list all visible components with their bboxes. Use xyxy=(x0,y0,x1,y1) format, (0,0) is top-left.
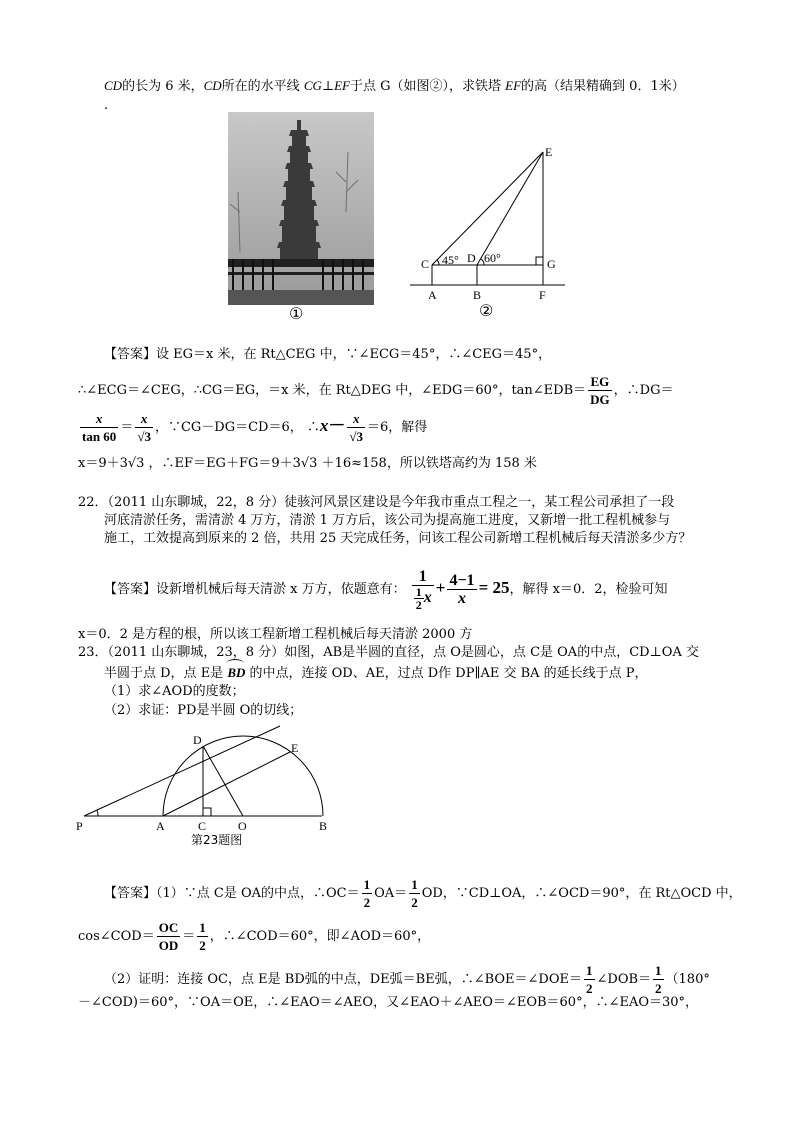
fraction-half-5: $\frac{1}{2}$ xyxy=(655,963,662,996)
fraction-half-3: $\frac{1}{2}$ xyxy=(199,920,206,953)
q22-line-1: 22．（2011 山东聊城，22，8 分）徒骇河风景区建设是今年我市重点工程之一，某工程公司承担了一段 xyxy=(78,495,675,510)
ans23-line-4: －∠COD)＝60°，∵OA＝OE，∴∠EAO＝∠AEO，又∠EAO＋∠AEO＝∠EOB＝60°，∴∠EAO＝30°， xyxy=(78,995,699,1010)
fig2-label-E: E xyxy=(545,145,553,159)
tower-photo xyxy=(228,112,374,305)
ans21-line-4: x＝9＋3√3 ，∴EF＝EG＋FG＝9＋3√3 ＋16≈158，所以铁塔高约为 158 米 xyxy=(78,456,537,471)
fraction-x-sqrt3-b: $\frac{x}{√3}$ xyxy=(349,411,364,444)
fraction-half-1: $\frac{1}{2}$ xyxy=(363,877,371,910)
fig2-label-B: B xyxy=(473,288,482,302)
semicircle-diagram xyxy=(70,722,360,852)
fraction-1-over-half-x: 1 $\frac{1}{2}$ x xyxy=(412,568,434,611)
ans23-line-3: （2）证明：连接 OC，点 E是 BD弧的中点，DE弧＝BE弧，∴∠BOE＝∠DOE＝ $\frac{1}{2}$ ∠DOB＝ $\frac{1}{2}$ （180° xyxy=(104,963,710,996)
intro-line-2: . xyxy=(104,98,109,113)
fig23-label-E: E xyxy=(291,741,299,755)
ans22-line-2: x＝0．2 是方程的根，所以该工程新增工程机械后每天清淤 2000 方 xyxy=(78,627,473,642)
q23-line-1: 23．（2011 山东聊城，23，8 分）如图，AB是半圆的直径，点 O是圆心，点 C是 OA的中点，CD⊥OA 交 xyxy=(78,645,699,660)
ans23-line-1: 【答案】（1）∵点 C是 OA的中点，∴OC＝ $\frac{1}{2}$ OA＝ $\frac{1}{2}$ OD，∵CD⊥OA，∴∠OCD＝90°，在 Rt△OCD 中， xyxy=(104,877,742,910)
fraction-x-tan60: $\frac{x}{\tan 60}$ xyxy=(82,411,117,444)
ans21-line-1: 【答案】设 EG＝x 米，在 Rt△CEG 中，∵∠ECG＝45°，∴∠CEG＝45°， xyxy=(104,347,552,362)
fig23-label-D: D xyxy=(193,733,202,747)
q23-sub-1: （1）求∠AOD的度数； xyxy=(104,684,245,699)
fraction-oc-od: $\frac{OC}{OD}$ xyxy=(158,920,179,953)
arc-bd: BD xyxy=(227,664,245,682)
fig23-label-P: P xyxy=(76,819,83,833)
fraction-half-4: $\frac{1}{2}$ xyxy=(586,963,593,996)
fig2-label-G: G xyxy=(547,257,556,271)
fig23-caption: 第23题图 xyxy=(191,833,243,847)
fig1-caption: ① xyxy=(289,304,304,323)
fig2-angle-45: 45° xyxy=(442,253,459,267)
fig2-label-C: C xyxy=(421,257,430,271)
fig23-label-A: A xyxy=(156,819,165,833)
fig2-angle-60: 60° xyxy=(484,251,501,265)
fig23-label-C: C xyxy=(198,819,207,833)
ans22-line-1: 【答案】设新增机械后每天清淤 x 万方，依题意有： 1 $\frac{1}{2}$ x + $\frac{4-1}{x}$ = 25，解得 x＝0．2，检验可知 xyxy=(104,568,668,612)
q22-line-2: 河底清淤任务，需清淤 4 万方，清淤 1 万方后，该公司为提高施工进度，又新增一批工程机械参与 xyxy=(104,513,671,528)
fraction-half-2: $\frac{1}{2}$ xyxy=(411,877,418,910)
q22-line-3: 施工，工效提高到原来的 2 倍，共用 25 天完成任务，问该工程公司新增工程机械后每天清淤多少方？ xyxy=(104,531,692,546)
fig2-label-D: D xyxy=(467,251,476,265)
fig2-caption: ② xyxy=(479,301,494,320)
fig23-label-O: O xyxy=(238,819,247,833)
fraction-3-over-x: $\frac{4-1}{x}$ xyxy=(449,572,475,607)
fig23-label-B: B xyxy=(319,819,328,833)
fig2-label-F: F xyxy=(539,288,546,302)
fig2-label-A: A xyxy=(428,288,437,302)
ans21-line-2: ∴∠ECG＝∠CEG，∴CG＝EG，＝x 米，在 Rt△DEG 中，∠EDG＝60°，tan∠EDB＝ $\frac{EG}{DG}$ ，∴DG＝ xyxy=(78,374,674,407)
ans21-line-3: $\frac{x}{\tan 60}$ ＝ $\frac{x}{√3}$ ，∵CG－DG＝CD＝6， ∴x－ $\frac{x}{√3}$ ＝6，解得 xyxy=(82,411,428,444)
tower-diagram xyxy=(405,140,575,325)
fraction-eg-dg: $\frac{EG}{DG}$ xyxy=(590,374,610,407)
ans23-line-2: cos∠COD＝ $\frac{OC}{OD}$ ＝ $\frac{1}{2}$ ，∴∠COD＝60°，即∠AOD＝60°， xyxy=(78,920,431,953)
fraction-x-sqrt3: $\frac{x}{√3}$ xyxy=(137,411,151,444)
q23-line-2: 半圆于点 D，点 E是 BD 的中点，连接 OD、AE，过点 D作 DP∥AE 交 BA 的延长线于点 P， xyxy=(104,664,648,683)
arc-mark xyxy=(226,659,244,668)
intro-line-1: CD的长为 6 米，CD所在的水平线 CG⊥EF于点 G（如图②），求铁塔 EF的高（结果精确到 0．1米） xyxy=(104,78,685,94)
q23-sub-2: （2）求证：PD是半圆 O的切线； xyxy=(104,703,303,718)
